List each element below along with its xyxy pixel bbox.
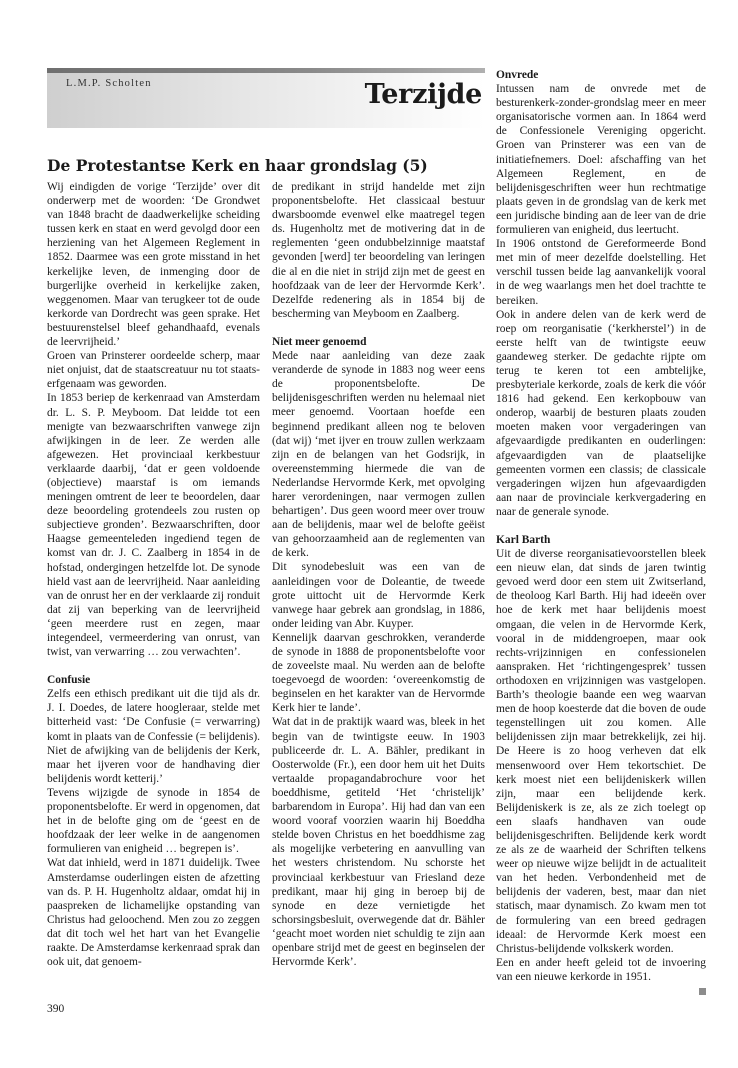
section-heading-onvrede: Onvrede <box>496 69 539 81</box>
rubric-title: Terzijde <box>364 79 482 110</box>
paragraph: Intussen nam de onvrede met de besturenkerk-zonder-grondslag meer en meer organisatorische vormen aan. In 1864 werd de Confessionele Vereniging opgericht. Groen van Prinsterer was een van de initiatiefnemers. Doel: afschaffing van het Algemeen Reglement, en de belijdenisgeschriften weer hun rechtmatige plaats geven in de grondslag van de kerk met een juridische binding aan de leer van de drie formulieren van enigheid, dus leertucht. <box>496 83 706 237</box>
section-heading-karl-barth: Karl Barth <box>496 534 551 546</box>
text-column-3 <box>496 68 706 995</box>
section-heading-niet-meer-genoemd: Niet meer genoemd <box>272 335 367 348</box>
page-number: 390 <box>47 1003 65 1015</box>
paragraph: Uit de diverse reorganisatievoorstellen bleek een nieuw elan, dat sinds de jaren twintig gevoed werd door een stem uit Zwitserland, de theoloog Karl Barth. Hij had ideeën over hoe de kerk met haar belijdenis moest omgaan, die velen in de Hervormde Kerk, vooral in de middengroepen, maar ook rechts-vrijzinnigen en confessionelen aanspraken. Het ‘richtingengesprek’ tussen orthodoxen en vrijzinnigen was vastgelopen. Barth’s theologie baande een weg waarvan men de hoop koesterde dat die boven de oude tegenstellingen uit zou komen. Alle belijdenissen zijn maar betrekkelijk, zei hij. De Heere is zo hoog verheven dat elk mensenwoord over Hem tekortschiet. De kerk moest niet een belijdeniskerk willen zijn, maar een belijdende kerk. Belijdeniskerk is ze, als ze zich toelegt op een slaafs handhaven van oude belijdenisgeschriften. Belijdende kerk wordt ze als ze de waarheid der Schriften telkens weer op nieuwe wijze belijdt in de actualiteit van het heden. Verbondenheid met de belijdenis der vaderen, best, maar dan niet statisch, maar dynamisch. Zo kwam men tot de formulering van een breed gedragen ideaal: de Hervormde Kerk moest een Christus-belijdende volkskerk worden. <box>496 548 706 955</box>
article-title: De Protestantse Kerk en haar grondslag (5) <box>47 156 428 176</box>
paragraph: de predikant in strijd handelde met zijn proponentsbelofte. Het classicaal bestuur dwarsboomde evenwel elke maatregel tegen ds. Hugenholtz met de motivering dat in de reglementen ‘geen ondubbelzinnige maatstaf gevonden [werd] ter beoordeling van leringen die al en die niet in strijd zijn met de geest en hoofdzaak van de leer der Hervormde Kerk’. Dezelfde redenering als in 1854 bij de bescherming van Meyboom en Zaalberg. <box>272 181 485 320</box>
text-column-1 <box>47 180 260 969</box>
paragraph: In 1906 ontstond de Gereformeerde Bond met min of meer dezelfde doelstelling. Het verschil tussen beide lag aanvankelijk vooral in de weg waarlangs men het doel trachtte te bereiken. <box>496 238 706 307</box>
section-heading-confusie: Confusie <box>47 674 91 687</box>
author-name: L.M.P. Scholten <box>66 78 152 89</box>
end-of-article-mark <box>699 988 706 995</box>
paragraph: Kennelijk daarvan geschrokken, veranderde de synode in 1888 de proponentsbelofte voor de zoveelste maal. Nu werden aan de belofte toegevoegd de woorden: ‘overeenkomstig de beginselen en het karakter van de Hervormde Kerk hier te lande’. <box>272 631 485 715</box>
paragraph: Wat dat in de praktijk waard was, bleek in het begin van de twintigste eeuw. In 1903 publiceerde dr. L. A. Bähler, predikant in Oosterwolde (Fr.), een door hem uit het Duits vertaalde propagandabrochure voor het boeddhisme, getiteld ‘Het ‘christelijk’ barbarendom in Europa’. Hij had dan van een woord vooraf voorzien waarin hij Boeddha stelde boven Christus en het boeddhisme zag als mogelijke verbetering en aanvulling van het westers christendom. Nu schorste het provinciaal kerkbestuur van Friesland deze predikant, maar hij ging in beroep bij de synode en deze vernietigde het schorsingsbesluit, overwegende dat dr. Bähler ‘geacht moet worden niet schuldig te zijn aan openbare strijd met de geest en beginselen der Hervormde Kerk’. <box>272 716 485 969</box>
paragraph: Ook in andere delen van de kerk werd de roep om reorganisatie (‘kerkherstel’) in de eerste helft van de twintigste eeuw gaandeweg sterker. De gedachte rijpte om terug te keren tot een ambtelijke, presbyteriale kerkorde, zoals de kerk die vóór 1816 had gekend. Een kerkopbouw van onderop, waarbij de besturen plaats zouden moeten maken voor vergaderingen van afgevaardigde predikanten en ouderlingen: afgevaardigden van de plaatselijke gemeenten vormen een classis; de classicale vergaderingen wijzen hun afgevaardigden aan naar de provinciale kerkvergadering en naar de generale synode. <box>496 308 706 518</box>
paragraph: In 1853 beriep de kerkenraad van Amsterdam dr. L. S. P. Meyboom. Dat leidde tot een menigte van bezwaarschriften vanwege zijn afwijkingen in de leer. Ze werden alle afgewezen. Het provinciaal kerkbestuur verklaarde daarbij, ‘dat er geen voldoende (objectieve) maarstaf is om iemands meningen omtrent de leer te beoordelen, daar deze beoordeling grotendeels zou rusten op subjectieve gronden’. Bezwaarschriften, door Haagse gemeenteleden ingediend tegen de komst van dr. J. C. Zaalberg in 1854 in de hofstad, ondergingen hetzelfde lot. De synode hield vast aan de leervrijheid. Naar aanleiding van de onrust her en der verklaarde zij ronduit dat zij van beperking van de leervrijheid ‘geen meerdere rust en zegen, maar integendeel, vermeerdering van onrust, van twist, van verwarring … zou verwachten’. <box>47 392 260 659</box>
paragraph: Groen van Prinsterer oordeelde scherp, maar niet onjuist, dat de staatscreatuur nu tot staats-erfgenaam was geworden. <box>47 350 260 391</box>
text-column-2 <box>272 180 485 969</box>
paragraph: Wat dat inhield, werd in 1871 duidelijk. Twee Amsterdamse ouderlingen eisten de afzetting van ds. P. H. Hugenholtz aldaar, omdat hij in paaspreken de lichamelijke opstanding van Christus had geloochend. Men zou zo zeggen dat dit toch wel het hart van het Evangelie raakte. De Amsterdamse kerkenraad sprak dan ook uit, dat genoem- <box>47 857 260 969</box>
paragraph: Een en ander heeft geleid tot de invoering van een nieuwe kerkorde in 1951. <box>496 956 706 983</box>
header-rule <box>47 68 485 73</box>
paragraph: Zelfs een ethisch predikant uit die tijd als dr. J. I. Doedes, de latere hoogleraar, stelde met bitterheid vast: ‘De Confusie (= verwarring) komt in plaats van de Confessie (= belijdenis). Niet de afwijking van de belijdenis der Kerk, maar het ijveren voor de handhaving dier belijdenis wordt ketterij.’ <box>47 688 260 785</box>
paragraph: Wij eindigden de vorige ‘Terzijde’ over dit onderwerp met de woorden: ‘De Grondwet van 1848 bracht de daadwerkelijke scheiding tussen kerk en staat en werd gevolgd door een herziening van het Algemeen Reglement in 1852. Daarmee was een grote misstand in het kerkelijke leven, de inmenging door de burgerlijke overheid in kerkelijke zaken, weggenomen. Maar van terugkeer tot de oude kerkorde van Dordrecht was geen sprake. Het bestuurenstelsel bleef gehandhaafd, evenals de leervrijheid.’ <box>47 181 260 349</box>
paragraph: Tevens wijzigde de synode in 1854 de proponentsbelofte. Er werd in opgenomen, dat het in de belofte ging om de ‘geest en de hoofdzaak der leer welke in de aangenomen formulieren van enigheid … begrepen is’. <box>47 786 260 856</box>
paragraph: Mede naar aanleiding van deze zaak veranderde de synode in 1883 nog weer eens de proponentsbelofte. De belijdenisgeschriften werden nu helemaal niet meer genoemd. Voortaan hoefde een beginnend predikant alleen nog te beloven (dat wij) ‘met ijver en trouw zullen werkzaam zijn en de belangen van het Godsrijk, in overeenstemming hiermede die van de Nederlandse Hervormde Kerk, met opvolging harer verordeningen, naar vermogen zullen behartigen’. Dus geen woord meer over trouw aan de belijdenis, maar wel de belofte geëist van gehoorzaamheid aan de reglementen van de kerk. <box>272 350 485 560</box>
paragraph: Dit synodebesluit was een van de aanleidingen voor de Doleantie, de tweede grote uittocht uit de Hervormde Kerk vanwege haar gebrek aan grondslag, in 1886, onder leiding van Abr. Kuyper. <box>272 561 485 630</box>
